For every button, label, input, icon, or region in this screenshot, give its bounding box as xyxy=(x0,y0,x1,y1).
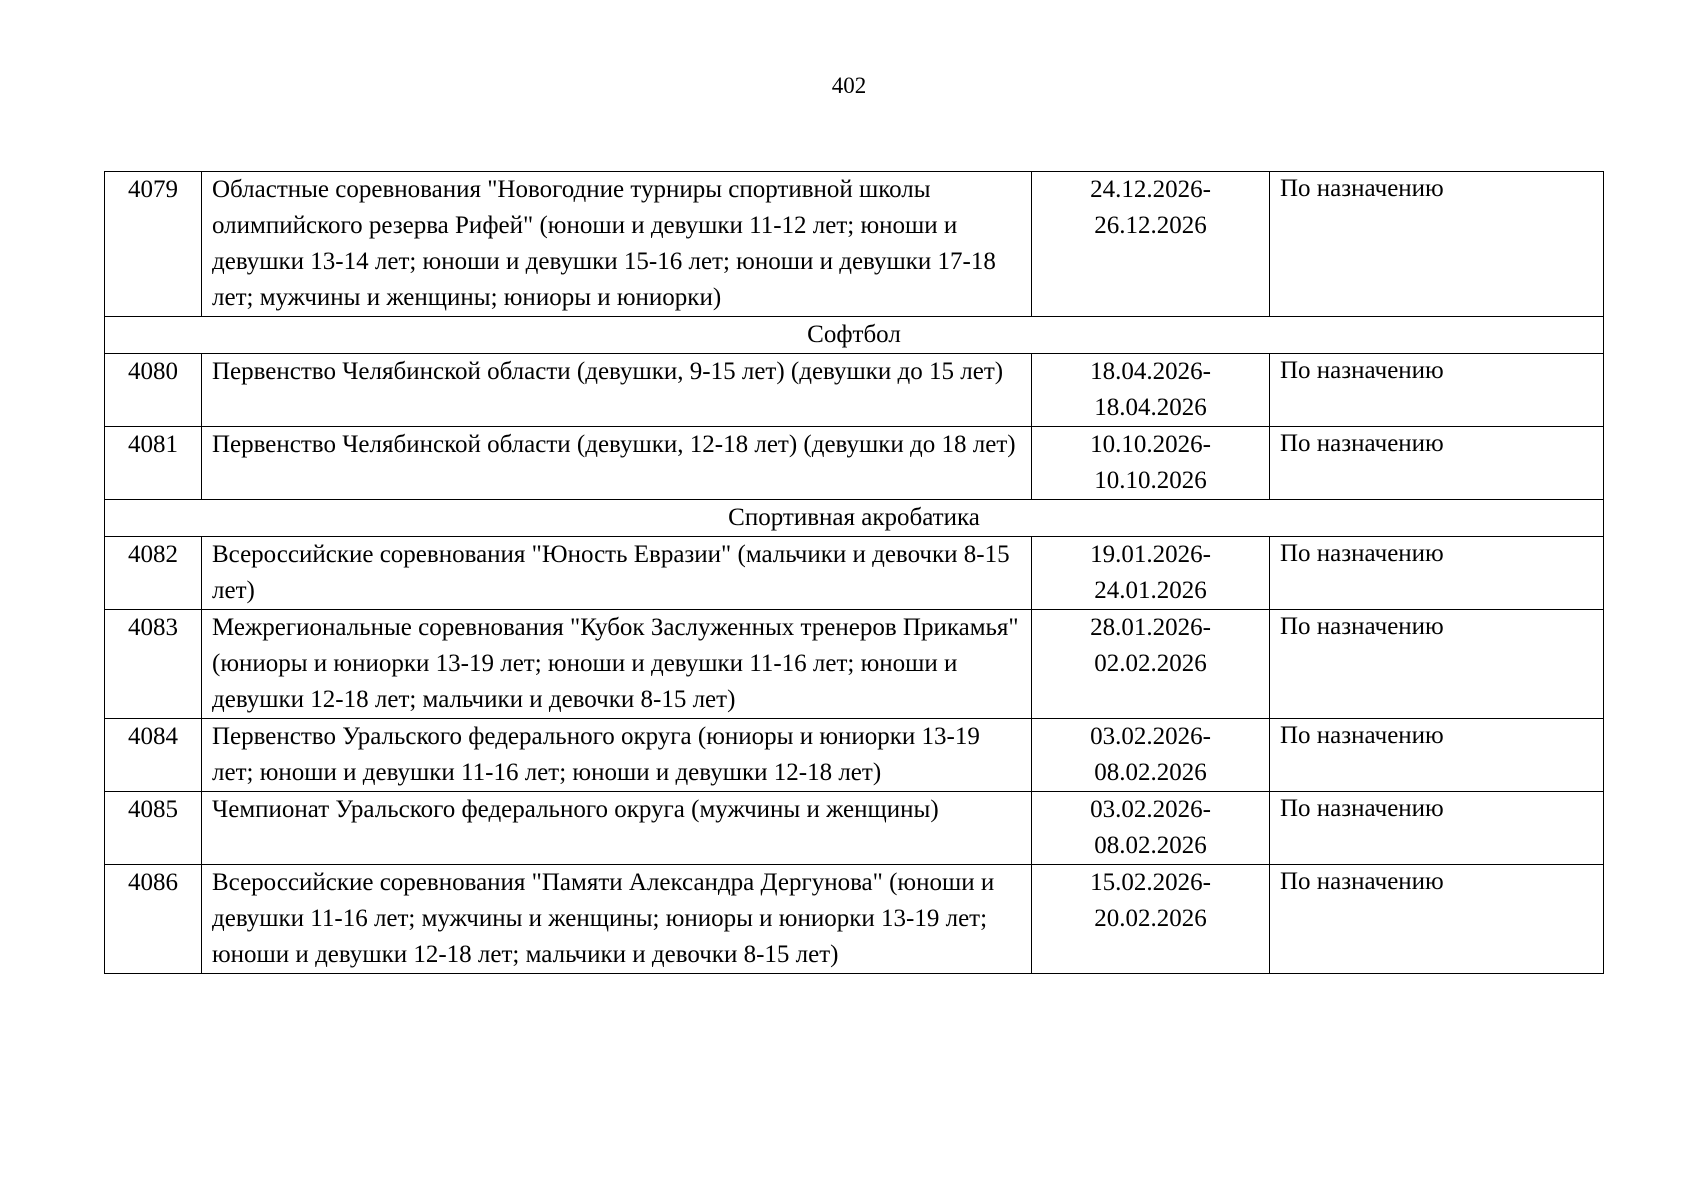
event-dates xyxy=(1032,610,1270,719)
table-row xyxy=(105,172,1604,317)
event-dates xyxy=(1032,865,1270,974)
event-venue: По назначению xyxy=(1270,865,1604,974)
event-name: Всероссийские соревнования "Памяти Александра Дергунова" (юноши и девушки 11-16 лет; мужчины и женщины; юниоры и юниорки 13-19 лет; юноши и девушки 12-18 лет; мальчики и девочки 8-15 лет) xyxy=(202,865,1032,974)
event-number: 4083 xyxy=(105,610,202,719)
event-venue: По назначению xyxy=(1270,719,1604,792)
table-row xyxy=(105,537,1604,610)
event-name: Чемпионат Уральского федерального округа (мужчины и женщины) xyxy=(202,792,1032,865)
event-dates-text: 18.04.2026-18.04.2026 xyxy=(1090,358,1211,421)
section-header-row xyxy=(105,500,1604,537)
event-name: Первенство Уральского федерального округа (юниоры и юниорки 13-19 лет; юноши и девушки 11-16 лет; юноши и девушки 12-18 лет) xyxy=(202,719,1032,792)
event-dates xyxy=(1032,427,1270,500)
event-number: 4081 xyxy=(105,427,202,500)
table-row xyxy=(105,427,1604,500)
event-dates xyxy=(1032,792,1270,865)
event-dates-text: 10.10.2026-10.10.2026 xyxy=(1090,431,1211,494)
event-dates-text: 15.02.2026-20.02.2026 xyxy=(1090,869,1211,932)
event-venue: По назначению xyxy=(1270,537,1604,610)
page-number: 402 xyxy=(831,73,867,98)
event-dates-text: 24.12.2026-26.12.2026 xyxy=(1090,176,1211,239)
event-dates-text: 28.01.2026-02.02.2026 xyxy=(1090,614,1211,677)
event-dates-text: 03.02.2026-08.02.2026 xyxy=(1090,796,1211,859)
event-venue: По назначению xyxy=(1270,427,1604,500)
events-table xyxy=(104,171,1604,974)
event-venue: По назначению xyxy=(1270,354,1604,427)
event-venue: По назначению xyxy=(1270,610,1604,719)
event-number: 4082 xyxy=(105,537,202,610)
section-title: Спортивная акробатика xyxy=(105,500,1604,537)
event-number: 4079 xyxy=(105,172,202,317)
event-name: Первенство Челябинской области (девушки, 9-15 лет) (девушки до 15 лет) xyxy=(202,354,1032,427)
table-row xyxy=(105,865,1604,974)
event-dates-text: 19.01.2026-24.01.2026 xyxy=(1090,541,1211,604)
event-name: Областные соревнования "Новогодние турниры спортивной школы олимпийского резерва Рифей" (юноши и девушки 11-12 лет; юноши и девушки 13-14 лет; юноши и девушки 15-16 лет; юноши и девушки 17-18 лет; мужчины и женщины; юниоры и юниорки) xyxy=(202,172,1032,317)
event-number: 4084 xyxy=(105,719,202,792)
event-number: 4085 xyxy=(105,792,202,865)
event-dates xyxy=(1032,172,1270,317)
event-number: 4080 xyxy=(105,354,202,427)
event-dates xyxy=(1032,354,1270,427)
event-number: 4086 xyxy=(105,865,202,974)
event-dates xyxy=(1032,537,1270,610)
event-dates-text: 03.02.2026-08.02.2026 xyxy=(1090,723,1211,786)
table-row xyxy=(105,792,1604,865)
section-header-row xyxy=(105,317,1604,354)
event-venue: По назначению xyxy=(1270,792,1604,865)
table-row xyxy=(105,610,1604,719)
table-row xyxy=(105,719,1604,792)
event-dates xyxy=(1032,719,1270,792)
event-name: Всероссийские соревнования "Юность Евразии" (мальчики и девочки 8-15 лет) xyxy=(202,537,1032,610)
section-title: Софтбол xyxy=(105,317,1604,354)
event-venue: По назначению xyxy=(1270,172,1604,317)
event-name: Первенство Челябинской области (девушки, 12-18 лет) (девушки до 18 лет) xyxy=(202,427,1032,500)
table-row xyxy=(105,354,1604,427)
event-name: Межрегиональные соревнования "Кубок Заслуженных тренеров Прикамья" (юниоры и юниорки 13-19 лет; юноши и девушки 11-16 лет; юноши и девушки 12-18 лет; мальчики и девочки 8-15 лет) xyxy=(202,610,1032,719)
